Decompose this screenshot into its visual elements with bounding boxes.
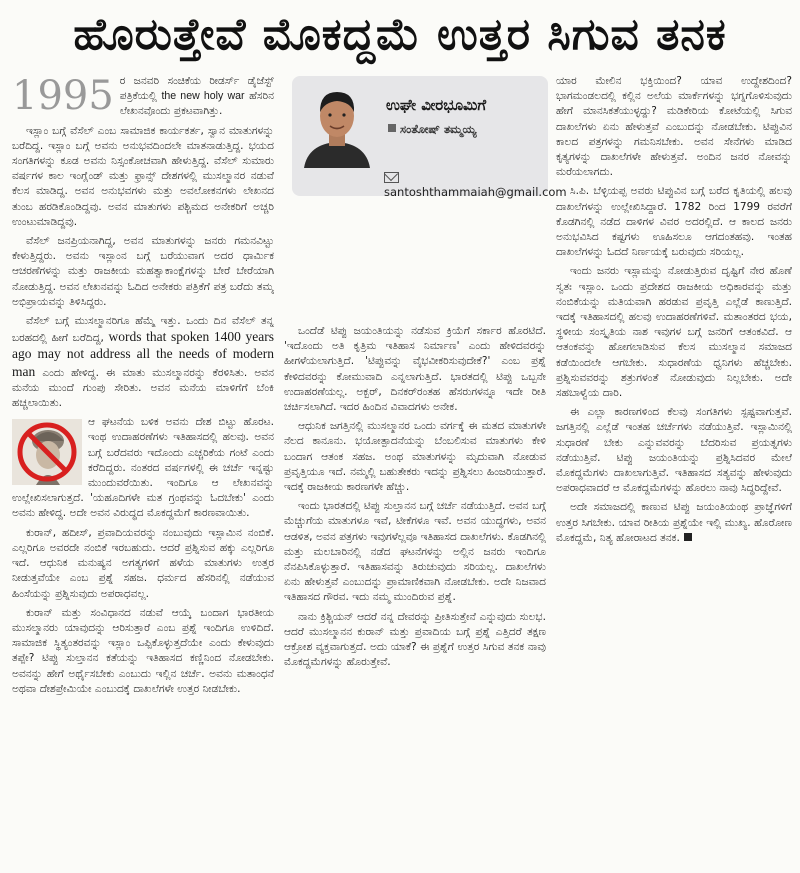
paragraph: ವೆಸೆಲ್ ಜನಪ್ರಿಯನಾಗಿದ್ದ, ಅವನ ಮಾತುಗಳನ್ನು ಜನರು ಗಮನವಿಟ್ಟು ಕೇಳುತ್ತಿದ್ದರು. ಅವನು ಇಸ್ಲಾಂನ ಬಗ್ಗೆ ಬರೆಯುವಾಗ ಅದರ ಧಾರ್ಮಿಕ ಆಚರಣೆಗಳನ್ನು ಮತ್ತು ರಾಜಕೀಯ ಮಹತ್ವಾಕಾಂಕ್ಷೆಗಳನ್ನು ಬೇರೆ ಬೇರೆಯಾಗಿ ನೋಡುತ್ತಿದ್ದ. ಅವನ ಲೇಖನವನ್ನು ಓದಿದ ಅನೇಕರು ಪತ್ರಿಕೆಗೆ ಪತ್ರ ಬರೆದು ತಮ್ಮ ಅಭಿಪ್ರಾಯವನ್ನು ತಿಳಿಸಿದ್ದರು.	[12, 235, 274, 308]
paragraph: ಆಧುನಿಕ ಜಗತ್ತಿನಲ್ಲಿ ಮುಸಲ್ಮಾನರ ಒಂದು ವರ್ಗಕ್ಕೆ ಈ ಮತದ ಮಾತುಗಳೇ ನೆಲದ ಕಾನೂನು. ಭಯೋತ್ಪಾದನೆಯನ್ನು ಬೆಂಬಲಿಸುವ ಮಾತುಗಳು ಕೇಳಿ ಬಂದಾಗ ಆತಂಕ ಸಹಜ. ಅಂಥ ಮಾತುಗಳನ್ನು ಮೃದುವಾಗಿ ನೋಡುವ ಪ್ರವೃತ್ತಿಯೂ ಇದೆ. ನಮ್ಮಲ್ಲಿ ಬಹುತೇಕರು ಇದನ್ನು ಪ್ರಶ್ನಿಸಲು ಹಿಂಜರಿಯುತ್ತಾರೆ. ಇದಕ್ಕೆ ರಾಜಕೀಯ ಕಾರಣಗಳೇ ಹೆಚ್ಚು.	[284, 420, 546, 494]
article-column-3	[556, 74, 792, 864]
paragraph: ಈ ಎಲ್ಲಾ ಕಾರಣಗಳಿಂದ ಕೆಲವು ಸಂಗತಿಗಳು ಸ್ಪಷ್ಟವಾಗುತ್ತವೆ. ಜಗತ್ತಿನಲ್ಲಿ ಎಲ್ಲೆಡೆ ಇಂತಹ ಚರ್ಚೆಗಳು ನಡೆಯುತ್ತಿವೆ. ಇಸ್ಲಾಮಿನಲ್ಲಿ ಸುಧಾರಣೆ ಬೇಕು ಎನ್ನುವವರನ್ನು ಬೆದರಿಸುವ ಪ್ರಯತ್ನಗಳು ನಡೆಯುತ್ತಿವೆ. ಟಿಪ್ಪು ಜಯಂತಿಯನ್ನು ಪ್ರಶ್ನಿಸಿದವರ ಮೇಲೆ ಮೊಕದ್ದಮೆಗಳು ದಾಖಲಾಗುತ್ತಿವೆ. ಇತಿಹಾಸದ ಸತ್ಯವನ್ನು ಹೇಳುವುದು ಅಪರಾಧವಾದರೆ ಆ ಮೊಕದ್ದಮೆಗಳನ್ನು ಹೊರಲು ನಾವು ಸಿದ್ಧರಿದ್ದೇವೆ.	[556, 406, 792, 495]
inline-english: the new holy war	[161, 90, 245, 103]
mail-icon	[384, 172, 399, 183]
paragraph: ನಾನು ಕ್ರಿಶ್ಚಿಯನ್ ಆದರೆ ನನ್ನ ದೇವರನ್ನು ಪ್ರೀತಿಸುತ್ತೇನೆ ಎನ್ನುವುದು ಸುಲಭ. ಆದರೆ ಮುಸಲ್ಮಾನನ ಕುರಾನ್ ಮತ್ತು ಪ್ರವಾದಿಯ ಬಗ್ಗೆ ಪ್ರಶ್ನೆ ಎತ್ತಿದರೆ ತಕ್ಷಣ ಆಕ್ರೋಶ ವ್ಯಕ್ತವಾಗುತ್ತದೆ. ಅದು ಯಾಕೆ? ಈ ಪ್ರಶ್ನೆಗೆ ಉತ್ತರ ಸಿಗುವ ತನಕ ನಾವು ಮೊಕದ್ದಮೆಗಳನ್ನು ಹೊರುತ್ತೇವೆ.	[284, 610, 546, 669]
drop-year: 1995	[12, 74, 114, 119]
paragraph: ಇಂದು ಜನರು ಇಸ್ಲಾಮನ್ನು ನೋಡುತ್ತಿರುವ ದೃಷ್ಟಿಗೆ ನೇರ ಹೊಣೆ ಸ್ವತಃ ಇಸ್ಲಾಂ. ಒಂದು ಪ್ರದೇಶದ ರಾಜಕೀಯ ಅಧಿಕಾರವನ್ನು ಮತ್ತು ನಂಬಿಕೆಯನ್ನು ಮತಿಯವಾಗಿ ಹರಡುವ ಪ್ರವೃತ್ತಿ ಎಲ್ಲೆಡೆ ಕಾಣುತ್ತಿದೆ. ಇದಕ್ಕೆ ಇತಿಹಾಸದಲ್ಲಿ ಹಲವು ಉದಾಹರಣೆಗಳಿವೆ. ಮತಾಂತರದ ಭಯ, ಸ್ಥಳೀಯ ಸಂಸ್ಕೃತಿಯ ನಾಶ ಇವುಗಳ ಬಗ್ಗೆ ಜನರಿಗೆ ಆತಂಕವಿದೆ. ಆ ಆತಂಕವನ್ನು ಹೋಗಲಾಡಿಸುವ ಕೆಲಸ ಮುಸಲ್ಮಾನ ಸಮಾಜದ ಕಡೆಯಿಂದಲೇ ಆಗಬೇಕು. ಸುಧಾರಣೆಯ ಧ್ವನಿಗಳು ಹೆಚ್ಚಬೇಕು. ಪ್ರಶ್ನಿಸುವವರನ್ನು ಶತ್ರುಗಳಂತೆ ನೋಡುವುದು ನಿಲ್ಲಬೇಕು. ಅದೇ ಸಹಬಾಳ್ವೆಯ ದಾರಿ.	[556, 265, 792, 400]
end-mark-icon	[684, 533, 692, 541]
article-column-2	[284, 324, 546, 864]
email-row	[384, 171, 567, 199]
author-name: ಸಂತೋಷ್ ತಮ್ಮಯ್ಯ	[400, 122, 477, 136]
paragraph-text: ಹೆಸರಿನ ಲೇಖನವೊಂದು ಪ್ರಕಟವಾಗಿತ್ತು.	[119, 90, 274, 118]
newspaper-page	[8, 6, 792, 868]
column-title: ಉಘೇ ವೀರಭೂಮಿಗೆ	[386, 96, 487, 114]
paragraph: ಇಸ್ಲಾಂ ಬಗ್ಗೆ ವೆಸೆಲ್ ಎಂಬ ಸಾಮಾಜಿಕ ಕಾರ್ಯಕರ್ತ, ಸ್ವಾನ ಮಾತುಗಳನ್ನು ಬರೆದಿದ್ದ. ಇಸ್ಲಾಂ ಬಗ್ಗೆ ಅವನು ಅನುಭವದಿಂದಲೇ ಮಾತನಾಡುತ್ತಿದ್ದ. ಭಯದ ಸಂಗತಿಗಳನ್ನು ಕೂಡ ಅವನು ನಿಸ್ಸಂಕೋಚವಾಗಿ ಹೇಳುತ್ತಿದ್ದ. ವೆಸೆಲ್ ಸುಮಾರು ವರ್ಷಗಳ ಕಾಲ ಇಂಗ್ಲೆಂಡ್ ಮತ್ತು ಫ್ರಾನ್ಸ್ ದೇಶಗಳಲ್ಲಿ ಮುಸಲ್ಮಾನರ ನಡುವೆ ಕೆಲಸ ಮಾಡಿದ್ದ. ಅವನ ಅನುಭವಗಳು ಮತ್ತು ಅವಲೋಕನಗಳು ಲೇಖನದ ತುಂಬ ಹರಡಿಕೊಂಡಿದ್ದವು. ಅವನ ಮಾತುಗಳು ಪಶ್ಚಿಮದ ಅನೇಕರಿಗೆ ಅಚ್ಚರಿ ಉಂಟುಮಾಡಿದ್ದವು.	[12, 124, 274, 228]
english-quote: words that spoken 1400 years ago may not address all the needs of modern man	[12, 329, 274, 379]
paragraph: ಯಾರ ಮೇಲಿನ ಭಕ್ತಿಯಿಂದ? ಯಾವ ಉದ್ದೇಶದಿಂದ? ಭಾಗಮಂಡಲದಲ್ಲಿ ಕಲ್ಲಿನ ಅಲೆಯ ಮಾರ್ಕೆಗಳನ್ನು ಭಗ್ನಗೊಳಿಸುವುದು ಹೇಗೆ ಮಾನಸಿಕತೆಯುಳ್ಳದ್ದು? ಮಡಿಕೇರಿಯ ಕೋಟೆಯಲ್ಲಿ ಸಿಗುವ ದಾಖಲೆಗಳು ಏನು ಹೇಳುತ್ತವೆ ಎಂಬುದನ್ನು ನೋಡಬೇಕು. ಟಿಪ್ಪುವಿನ ಕಾಲದ ಪತ್ರಗಳನ್ನು ಗಮನಿಸಬೇಕು. ಅವನ ಸೇನೆಗಳು ಮಾಡಿದ ಕೃತ್ಯಗಳನ್ನು ದಾಖಲೆಗಳೇ ಹೇಳುತ್ತವೆ. ಅಂದಿನ ಜನರ ನೋವನ್ನು ಮರೆಯಲಾಗದು.	[556, 75, 792, 179]
paragraph-text: ರ ಜನವರಿ ಸಂಚಿಕೆಯ ರೀಡರ್ಸ್ ಡೈಜೆಸ್ಟ್ ಪತ್ರಿಕೆಯಲ್ಲಿ	[119, 75, 274, 103]
paragraph: ಇಂದು ಭಾರತದಲ್ಲಿ ಟಿಪ್ಪು ಸುಲ್ತಾನನ ಬಗ್ಗೆ ಚರ್ಚೆ ನಡೆಯುತ್ತಿದೆ. ಅವನ ಬಗ್ಗೆ ಮೆಚ್ಚುಗೆಯ ಮಾತುಗಳೂ ಇವೆ, ಟೀಕೆಗಳೂ ಇವೆ. ಅವನ ಯುದ್ಧಗಳು, ಅವನ ಆಡಳಿತ, ಅವನ ಪತ್ರಗಳು ಇವುಗಳೆಲ್ಲವೂ ಇತಿಹಾಸದ ದಾಖಲೆಗಳು. ಕೊಡಗಿನಲ್ಲಿ ಮತ್ತು ಮಲಬಾರಿನಲ್ಲಿ ನಡೆದ ಘಟನೆಗಳನ್ನು ಅಲ್ಲಿನ ಜನರು ಇಂದಿಗೂ ನೆನಪಿಸಿಕೊಳ್ಳುತ್ತಾರೆ. ಇತಿಹಾಸವನ್ನು ತಿರುಚುವುದು ಸರಿಯಲ್ಲ. ದಾಖಲೆಗಳು ಏನು ಹೇಳುತ್ತವೆ ಎಂಬುದನ್ನು ಪ್ರಾಮಾಣಿಕವಾಗಿ ನೋಡಬೇಕು. ಅದೇ ನಿಜವಾದ ಇತಿಹಾಸದ ಗೌರವ. ಇದು ನಮ್ಮ ಮುಂದಿರುವ ಪ್ರಶ್ನೆ.	[284, 500, 546, 604]
paragraph: ಸಿ.ಪಿ. ಬೆಳ್ಳಿಯಪ್ಪ ಅವರು ಟಿಪ್ಪುವಿನ ಬಗ್ಗೆ ಬರೆದ ಕೃತಿಯಲ್ಲಿ ಹಲವು ದಾಖಲೆಗಳನ್ನು ಉಲ್ಲೇಖಿಸಿದ್ದಾರೆ. 1782 ರಿಂದ 1799 ರವರೆಗೆ ಕೊಡಗಿನಲ್ಲಿ ನಡೆದ ದಾಳಿಗಳ ವಿವರ ಅದರಲ್ಲಿದೆ. ಆ ಕಾಲದ ಜನರು ಅನುಭವಿಸಿದ ಕಷ್ಟಗಳು ಊಹಿಸಲೂ ಆಗದಂತಹವು. ಇಂತಹ ದಾಖಲೆಗಳನ್ನು ಓದದೆ ನಿರ್ಣಯಕ್ಕೆ ಬರುವುದು ಸರಿಯಲ್ಲ.	[556, 185, 792, 259]
paragraph: ಕುರಾನ್, ಹದೀಸ್, ಪ್ರವಾದಿಯವರನ್ನು ನಂಬುವುದು ಇಸ್ಲಾಮಿನ ನಂಬಿಕೆ. ಎಲ್ಲರಿಗೂ ಅವರದೇ ನಂಬಿಕೆ ಇರಬಹುದು. ಆದರೆ ಪ್ರಶ್ನಿಸುವ ಹಕ್ಕು ಎಲ್ಲರಿಗೂ ಇದೆ. ಆಧುನಿಕ ಮನುಷ್ಯನ ಅಗತ್ಯಗಳಿಗೆ ಹಳೆಯ ಮಾತುಗಳು ಉತ್ತರ ನೀಡುತ್ತವೆಯೇ ಎಂಬ ಪ್ರಶ್ನೆ ಸಹಜ. ಧರ್ಮದ ಹೆಸರಿನಲ್ಲಿ ನಡೆಯುವ ಹಿಂಸೆಯನ್ನು ಪ್ರಶ್ನಿಸುವುದು ಅಪರಾಧವಲ್ಲ.	[12, 526, 274, 600]
paragraph-text: ಎಂದು ಹೇಳಿದ್ದ. ಈ ಮಾತು ಮುಸಲ್ಮಾನರನ್ನು ಕೆರಳಿಸಿತು. ಅವನ ಮನೆಯ ಮುಂದೆ ಗುಂಪು ಸೇರಿತು. ಅವನ ಮನೆಯ ಮಾಳಿಗೆಗೆ ಬೆಂಕಿ ಹಚ್ಚಲಾಯಿತು.	[12, 366, 274, 410]
author-photo	[298, 82, 376, 168]
paragraph: ಒಂದೆಡೆ ಟಿಪ್ಪು ಜಯಂತಿಯನ್ನು ನಡೆಸುವ ಕ್ರಿಯೆಗೆ ಸರ್ಕಾರ ಹೊರಟಿದೆ. 'ಇದೊಂದು ಅತಿ ಕೃತ್ರಿಮ ಇತಿಹಾಸ ನಿರ್ಮಾಣ' ಎಂದು ಹೇಳಿದವರನ್ನು ಹೀಗಳೆಯಲಾಗುತ್ತಿದೆ. 'ಟಿಪ್ಪುವನ್ನು ವೈಭವೀಕರಿಸುವುದೇಕೆ?' ಎಂಬ ಪ್ರಶ್ನೆ ಕೇಳಿದವರನ್ನು ಕೋಮುವಾದಿ ಎನ್ನಲಾಗುತ್ತಿದೆ. ಭಾರತದಲ್ಲಿ ಟಿಪ್ಪು ಒಬ್ಬನೇ ಉದಾಹರಣೆಯಲ್ಲ. ಅಕ್ಬರ್, ದಿನಕರ್‌ರಂತಹ ಹೆಸರುಗಳನ್ನೂ ಇದೇ ರೀತಿ ಚರ್ಚಿಸಲಾಗಿದೆ. ಇದರ ಹಿಂದಿನ ವಿವಾದಗಳು ಅನೇಕ.	[284, 325, 546, 414]
paragraph: ಕುರಾನ್ ಮತ್ತು ಸಂವಿಧಾನದ ನಡುವೆ ಆಯ್ಕೆ ಬಂದಾಗ ಭಾರತೀಯ ಮುಸಲ್ಮಾನರು ಯಾವುದನ್ನು ಆರಿಸುತ್ತಾರೆ ಎಂಬ ಪ್ರಶ್ನೆ ಇಂದಿಗೂ ಉಳಿದಿದೆ. ಸಾಮಾಜಿಕ ಸ್ಥಿತ್ಯಂತರವನ್ನು ಇಸ್ಲಾಂ ಒಪ್ಪಿಕೊಳ್ಳುತ್ತದೆಯೇ ಎಂದು ಕೇಳುವುದು ತಪ್ಪೇ? ಟಿಪ್ಪು ಸುಲ್ತಾನನ ಕತೆಯನ್ನು ಇತಿಹಾಸದ ಕಣ್ಣಿನಿಂದ ನೋಡಬೇಕು. ಅವನನ್ನು ಹೇಗೆ ಅರ್ಥೈಸಬೇಕು ಎಂಬುದು ಇಲ್ಲಿನ ಚರ್ಚೆ. ಅವನು ಮತಾಂಧನೆ ಅಥವಾ ದೇಶಪ್ರೇಮಿಯೇ ಎಂಬುದಕ್ಕೆ ದಾಖಲೆಗಳೇ ಉತ್ತರ ನೀಡಬೇಕು.	[12, 606, 274, 695]
author-marker-icon	[388, 124, 396, 132]
paragraph-text: ವೆಸೆಲ್ ಬಗ್ಗೆ ಮುಸಲ್ಮಾನರಿಗೂ ಹೆಮ್ಮೆ ಇತ್ತು. ಒಂದು ದಿನ ವೆಸೆಲ್ ತನ್ನ ಬರಹದಲ್ಲಿ ಹೀಗೆ ಬರೆದಿದ್ದ,	[12, 315, 274, 345]
paragraph-text: ಆ ಘಟನೆಯ ಬಳಿಕ ಅವನು ದೇಶ ಬಿಟ್ಟು ಹೊರಟ. ಇಂಥ ಉದಾಹರಣೆಗಳು ಇತಿಹಾಸದಲ್ಲಿ ಹಲವು. ಅವನ ಬಗ್ಗೆ ಬರೆದವರು ಇದೊಂದು ಎಚ್ಚರಿಕೆಯ ಗಂಟೆ ಎಂದು ಕರೆದಿದ್ದರು. ನಂತರದ ವರ್ಷಗಳಲ್ಲಿ ಈ ಚರ್ಚೆ ಇನ್ನಷ್ಟು ಮುಂದುವರೆಯಿತು. ಇಂದಿಗೂ ಆ ಲೇಖನವನ್ನು ಉಲ್ಲೇಖಿಸಲಾಗುತ್ತದೆ. 'ಯಹೂದಿಗಳೇ ಮತ ಗ್ರಂಥವನ್ನು ಓದಬೇಕು' ಎಂದು ಅವನು ಹೇಳಿದ್ದ. ಅದೇ ಅವನ ವಿರುದ್ಧದ ಮೊಕದ್ದಮೆಗೆ ಕಾರಣವಾಯಿತು.	[12, 416, 274, 520]
paragraph-text: ಅದೇ ಸಮಾಜದಲ್ಲಿ ಕಾಣುವ ಟಿಪ್ಪು ಜಯಂತಿಯಂಥ ಪ್ರಾಜ್ಞೆಗಳಿಗೆ ಉತ್ತರ ಸಿಗಬೇಕು. ಯಾವ ರೀತಿಯ ಪ್ರಶ್ನೆಯೇ ಇಲ್ಲಿ ಮುಖ್ಯ. ಹೊರೋಣ ಮೊಕದ್ದಮೆ, ನಿತ್ಯ ಹೋರಾಟದ ತನಕ.	[556, 501, 792, 544]
article-column-1	[12, 74, 274, 864]
byline-box	[292, 76, 567, 199]
author-email: santoshthammaiah@gmail.com	[384, 185, 567, 199]
headline: ಹೊರುತ್ತೇವೆ ಮೊಕದ್ದಮೆ ಉತ್ತರ ಸಿಗುವ ತನಕ	[73, 9, 727, 60]
tipu-crossed-out-illustration	[12, 419, 82, 485]
